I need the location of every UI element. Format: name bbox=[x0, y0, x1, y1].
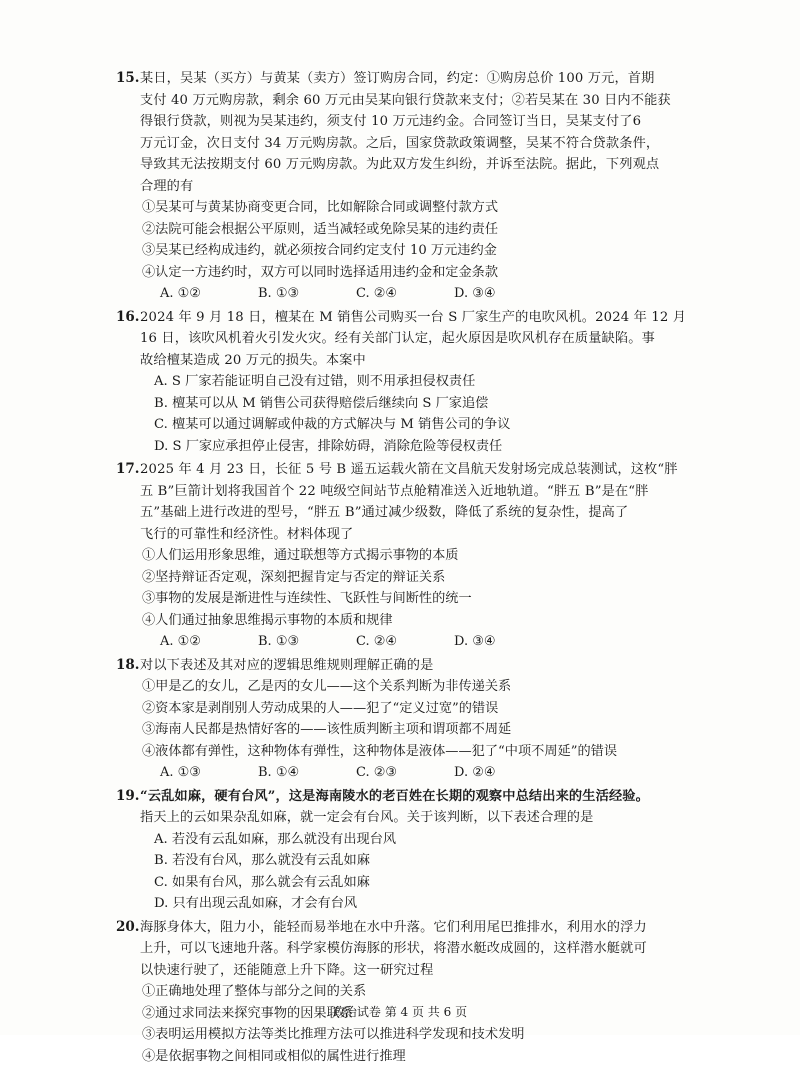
question-stem-line: 上升，可以飞速地升落。科学家模仿海豚的形状，将潜水艇改成圆的，这样潜水艇就可 bbox=[140, 941, 647, 956]
answer-choice-c: C. ②④ bbox=[356, 634, 398, 649]
question-stem-line: 五”基础上进行改进的型号，“胖五 B”通过减少级数，降低了系统的复杂性，提高了 bbox=[140, 505, 629, 520]
statement-option: ④认定一方违约时，双方可以同时选择适用违约金和定金条款 bbox=[142, 264, 499, 280]
answer-option-c: C. 如果有台风，那么就会有云乱如麻 bbox=[154, 874, 370, 890]
statement-option: ④人们通过抽象思维揭示事物的本质和规律 bbox=[142, 612, 393, 628]
statement-option: ①人们运用形象思维，通过联想等方式揭示事物的本质 bbox=[142, 548, 459, 563]
answer-option-b: B. 檀某可以从 M 销售公司获得赔偿后继续向 S 厂家追偿 bbox=[154, 395, 489, 411]
statement-option: ②通过求同法来探究事物的因果联系 bbox=[142, 1005, 353, 1021]
answer-choice-d: D. ③④ bbox=[454, 634, 496, 649]
question-stem-line: 以快速行驶了，还能随意上升下降。这一研究过程 bbox=[140, 962, 434, 978]
statement-option: ③海南人民都是热情好客的——该性质判断主项和谓项都不周延 bbox=[142, 722, 512, 737]
question-stem-line: 对以下表述及其对应的逻辑思维规则理解正确的是 bbox=[140, 657, 434, 673]
statement-option: ②法院可能会根据公平原则，适当减轻或免除吴某的违约责任 bbox=[142, 221, 499, 237]
page-footer: 政治试卷 第 4 页 共 6 页 bbox=[332, 1005, 468, 1019]
statement-option: ③表明运用模拟方法等类比推理方法可以推进科学发现和技术发明 bbox=[142, 1027, 525, 1042]
question-stem-line: “云乱如麻，硬有台风”，这是海南陵水的老百姓在长期的观察中总结出来的生活经验。 bbox=[140, 788, 649, 804]
answer-choice-a: A. ①② bbox=[160, 286, 201, 301]
answer-choices bbox=[140, 631, 695, 653]
answer-option-d: D. 只有出现云乱如麻，才会有台风 bbox=[154, 896, 358, 911]
question-stem-line: 2024 年 9 月 18 日，檀某在 M 销售公司购买一台 S 厂家生产的电吹风机。2024 年 12 月 bbox=[140, 309, 687, 325]
answer-choice-b: B. ①③ bbox=[258, 286, 300, 301]
answer-option-d: D. S 厂家应承担停止侵害，排除妨碍，消除危险等侵权责任 bbox=[154, 438, 503, 454]
question-number: 19. bbox=[116, 787, 140, 804]
answer-option-a: A. 若没有云乱如麻，那么就没有出现台风 bbox=[154, 831, 397, 847]
question-number: 16. bbox=[116, 308, 140, 325]
question-17 bbox=[116, 459, 695, 653]
answer-option-a: A. S 厂家若能证明自己没有过错，则不用承担侵权责任 bbox=[154, 374, 476, 389]
statement-option: ①吴某可与黄某协商变更合同，比如解除合同或调整付款方式 bbox=[142, 200, 499, 215]
statement-option: ②坚持辩证否定观，深刻把握肯定与否定的辩证关系 bbox=[142, 569, 446, 585]
answer-choices bbox=[140, 762, 695, 784]
answer-choice-c: C. ②③ bbox=[356, 765, 398, 780]
question-stem-line: 故给檀某造成 20 万元的损失。本案中 bbox=[140, 352, 366, 368]
statement-option: ②资本家是剥削别人劳动成果的人——犯了“定义过宽”的错误 bbox=[142, 700, 499, 716]
answer-option-c: C. 檀某可以通过调解或仲裁的方式解决与 M 销售公司的争议 bbox=[154, 417, 511, 432]
statement-option: ④液体都有弹性，这种物体有弹性，这种物体是液体——犯了“中项不周延”的错误 bbox=[142, 743, 618, 759]
statement-option: ①甲是乙的女儿，乙是丙的女儿——这个关系判断为非传递关系 bbox=[142, 679, 512, 694]
statement-option: ③事物的发展是渐进性与连续性、飞跃性与间断性的统一 bbox=[142, 591, 472, 606]
answer-choice-a: A. ①② bbox=[160, 634, 201, 649]
answer-choice-c: C. ②④ bbox=[356, 286, 398, 301]
statement-option: ①正确地处理了整体与部分之间的关系 bbox=[142, 984, 367, 999]
question-20 bbox=[116, 917, 695, 1068]
question-stem-line: 2025 年 4 月 23 日，长征 5 号 B 遥五运载火箭在文昌航天发射场完成总装测试，这枚“胖 bbox=[140, 462, 678, 477]
question-stem-line: 某日，吴某（买方）与黄某（卖方）签订购房合同，约定：①购房总价 100 万元，首期 bbox=[140, 71, 655, 86]
answer-choice-a: A. ①③ bbox=[160, 765, 201, 780]
question-19 bbox=[116, 786, 695, 915]
question-list bbox=[116, 68, 695, 1069]
question-number: 17. bbox=[116, 461, 140, 477]
question-stem-line: 五 B”巨箭计划将我国首个 22 吨级空间站节点舱精准送入近地轨道。“胖五 B”是在“胖 bbox=[140, 483, 649, 499]
question-stem-line: 海豚身体大，阻力小，能轻而易举地在水中升落。它们利用尾巴推排水，利用水的浮力 bbox=[140, 919, 647, 935]
question-stem-line: 飞行的可靠性和经济性。材料体现了 bbox=[140, 526, 354, 542]
question-16 bbox=[116, 307, 695, 458]
question-number: 15. bbox=[116, 70, 140, 86]
question-number: 20. bbox=[116, 918, 140, 935]
question-number: 18. bbox=[116, 656, 140, 673]
question-stem-line: 导致其无法按期支付 60 万元购房款。为此双方发生纠纷，并诉至法院。据此，下列观点 bbox=[140, 157, 660, 172]
statement-option: ④是依据事物之间相同或相似的属性进行推理 bbox=[142, 1048, 406, 1064]
question-stem-line: 合理的有 bbox=[140, 178, 194, 194]
answer-choices bbox=[140, 283, 695, 305]
question-stem-line: 万元订金，次日支付 34 万元购房款。之后，国家贷款政策调整，吴某不符合贷款条件， bbox=[140, 135, 660, 151]
question-stem-line: 16 日，该吹风机着火引发火灾。经有关部门认定，起火原因是吹风机存在质量缺陷。事 bbox=[140, 331, 655, 346]
answer-choice-d: D. ②④ bbox=[454, 765, 496, 780]
question-18 bbox=[116, 655, 695, 784]
statement-option: ③吴某已经构成违约，就必须按合同约定支付 10 万元违约金 bbox=[142, 243, 497, 258]
answer-choice-b: B. ①③ bbox=[258, 634, 300, 649]
answer-option-b: B. 若没有台风，那么就没有云乱如麻 bbox=[154, 853, 370, 868]
answer-choice-b: B. ①④ bbox=[258, 765, 300, 780]
question-stem-line: 支付 40 万元购房款，剩余 60 万元由吴某向银行贷款来支付；②若吴某在 30 日内不能获 bbox=[140, 92, 671, 108]
answer-choice-d: D. ③④ bbox=[454, 286, 496, 301]
question-stem-line: 指天上的云如果杂乱如麻，就一定会有台风。关于该判断，以下表述合理的是 bbox=[140, 810, 594, 825]
question-15 bbox=[116, 68, 695, 305]
question-stem-line: 得银行贷款，则视为吴某违约，须支付 10 万元违约金。合同签订当日，吴某支付了6 bbox=[140, 114, 642, 129]
